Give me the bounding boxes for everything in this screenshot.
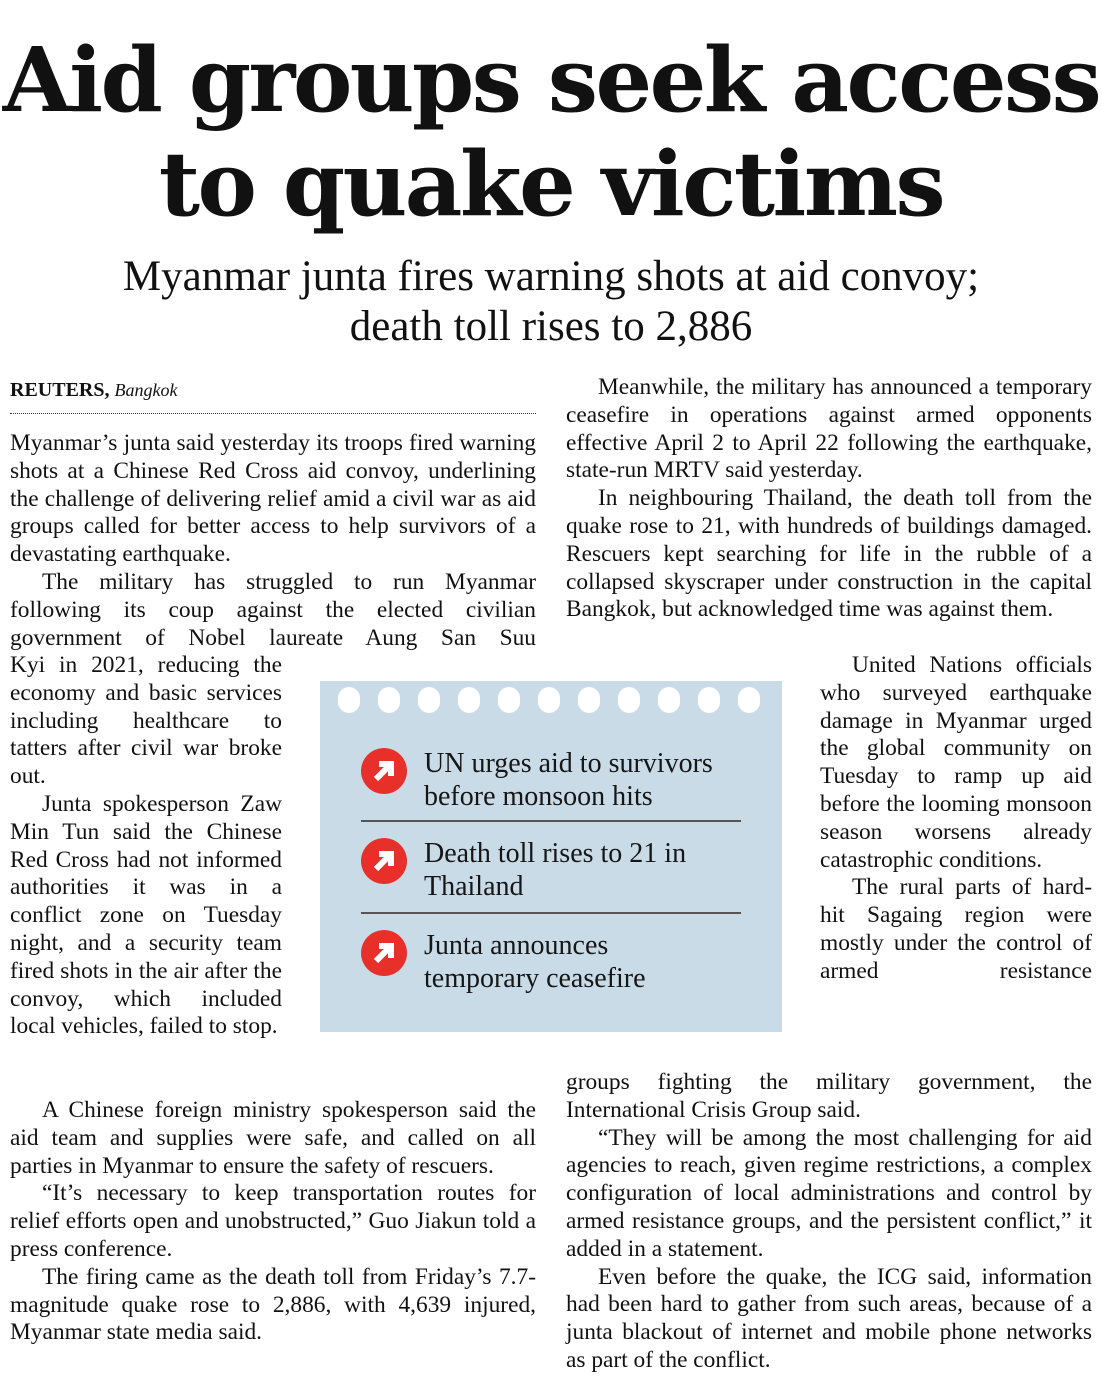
right-column-wrap xyxy=(820,652,1092,986)
highlight-line: Thailand xyxy=(424,871,524,902)
notepad-hole xyxy=(338,687,360,713)
highlight-line: before monsoon hits xyxy=(424,781,653,812)
right-column-top xyxy=(566,374,1092,624)
notepad-hole xyxy=(578,687,600,713)
article-paragraph-continued: groups fighting the military government, the International Crisis Group said. xyxy=(566,1069,1092,1123)
highlight-line: Death toll rises to 21 in xyxy=(424,838,687,869)
article-paragraph: Meanwhile, the military has announced a temporary ceasefire in operations against armed opponents effective April 2 to April 22 following the earthquake, state-run MRTV said yesterday. xyxy=(566,374,1092,484)
notepad-hole xyxy=(618,687,640,713)
headline-line-2: to quake victims xyxy=(158,131,944,236)
article-paragraph: The firing came as the death toll from Friday’s 7.7-magnitude quake rose to 2,886, with 4,639 injured, Myanmar state media said. xyxy=(10,1263,536,1346)
notepad-hole xyxy=(538,687,560,713)
highlight-line: Junta announces xyxy=(424,930,609,961)
subheadline xyxy=(0,252,1102,352)
highlight-text xyxy=(424,747,754,813)
article-paragraph: Myanmar’s junta said yesterday its troops fired warning shots at a Chinese Red Cross aid convoy, underlining the challenge of delivering relief amid a civil war as aid groups called for better access to help survivors of a devastating earthquake. xyxy=(10,430,536,568)
highlight-text xyxy=(424,837,754,903)
headline-line-1: Aid groups seek access xyxy=(2,27,1100,132)
highlights-box xyxy=(320,681,782,1032)
byline-location: Bangkok xyxy=(114,380,178,400)
article-paragraph: United Nations officials who surveyed earthquake damage in Myanmar urged the global community on Tuesday to ramp up aid before the looming monsoon season worsens already catastrophic conditions. xyxy=(820,652,1092,873)
left-column-top xyxy=(10,430,536,652)
notepad-hole xyxy=(498,687,520,713)
article-paragraph: A Chinese foreign ministry spokesperson said the aid team and supplies were safe, and called on all parties in Myanmar to ensure the safety of rescuers. xyxy=(10,1097,536,1179)
left-column-bottom xyxy=(10,1097,536,1347)
notepad-hole xyxy=(458,687,480,713)
arrow-icon xyxy=(360,747,408,795)
left-column-wrap xyxy=(10,652,282,1041)
arrow-icon xyxy=(360,929,408,977)
highlight-text xyxy=(424,929,754,995)
notepad-hole xyxy=(738,687,760,713)
article-paragraph: “It’s necessary to keep transportation routes for relief efforts open and unobstructed,” Guo Jiakun told a press conference. xyxy=(10,1180,536,1262)
byline xyxy=(10,378,536,402)
notepad-hole xyxy=(698,687,720,713)
notepad-hole xyxy=(378,687,400,713)
byline-divider xyxy=(10,413,536,414)
article-paragraph-continued: Kyi in 2021, reducing the economy and basic services including healthcare to tatters after civil war broke out. xyxy=(10,652,282,790)
notepad-hole xyxy=(418,687,440,713)
article-paragraph: Junta spokesperson Zaw Min Tun said the Chinese Red Cross had not informed authorities it was in a conflict zone on Tuesday night, and a security team fired shots in the air after the convoy, which included local vehicles, failed to stop. xyxy=(10,790,282,1040)
article-paragraph: Even before the quake, the ICG said, information had been hard to gather from such areas, because of a junta blackout of internet and mobile phone networks as part of the conflict. xyxy=(566,1263,1092,1373)
subheadline-line-2: death toll rises to 2,886 xyxy=(349,303,753,350)
highlight-divider xyxy=(361,820,741,822)
highlight-divider xyxy=(361,912,741,914)
subheadline-line-1: Myanmar junta fires warning shots at aid convoy; xyxy=(122,253,980,300)
article-paragraph: “They will be among the most challenging for aid agencies to reach, given regime restrictions, a complex configuration of local administrations and control by armed resistance groups, and the persistent conflict,” it added in a statement. xyxy=(566,1124,1092,1262)
article-paragraph: In neighbouring Thailand, the death toll from the quake rose to 21, with hundreds of buildings damaged. Rescuers kept searching for life in the rubble of a collapsed skyscraper under construction in the capital Bangkok, but acknowledged time was against them. xyxy=(566,485,1092,623)
byline-agency: REUTERS, xyxy=(10,379,110,401)
notepad-hole xyxy=(658,687,680,713)
highlight-line: temporary ceasefire xyxy=(424,963,646,994)
arrow-icon xyxy=(360,837,408,885)
highlight-line: UN urges aid to survivors xyxy=(424,748,713,779)
article-paragraph: The military has struggled to run Myanmar following its coup against the elected civilian government of Nobel laureate Aung San Suu xyxy=(10,568,536,651)
article-paragraph: The rural parts of hard-hit Sagaing region were mostly under the control of armed resistance xyxy=(820,874,1092,984)
headline xyxy=(0,28,1102,236)
right-column-bottom xyxy=(566,1069,1092,1375)
